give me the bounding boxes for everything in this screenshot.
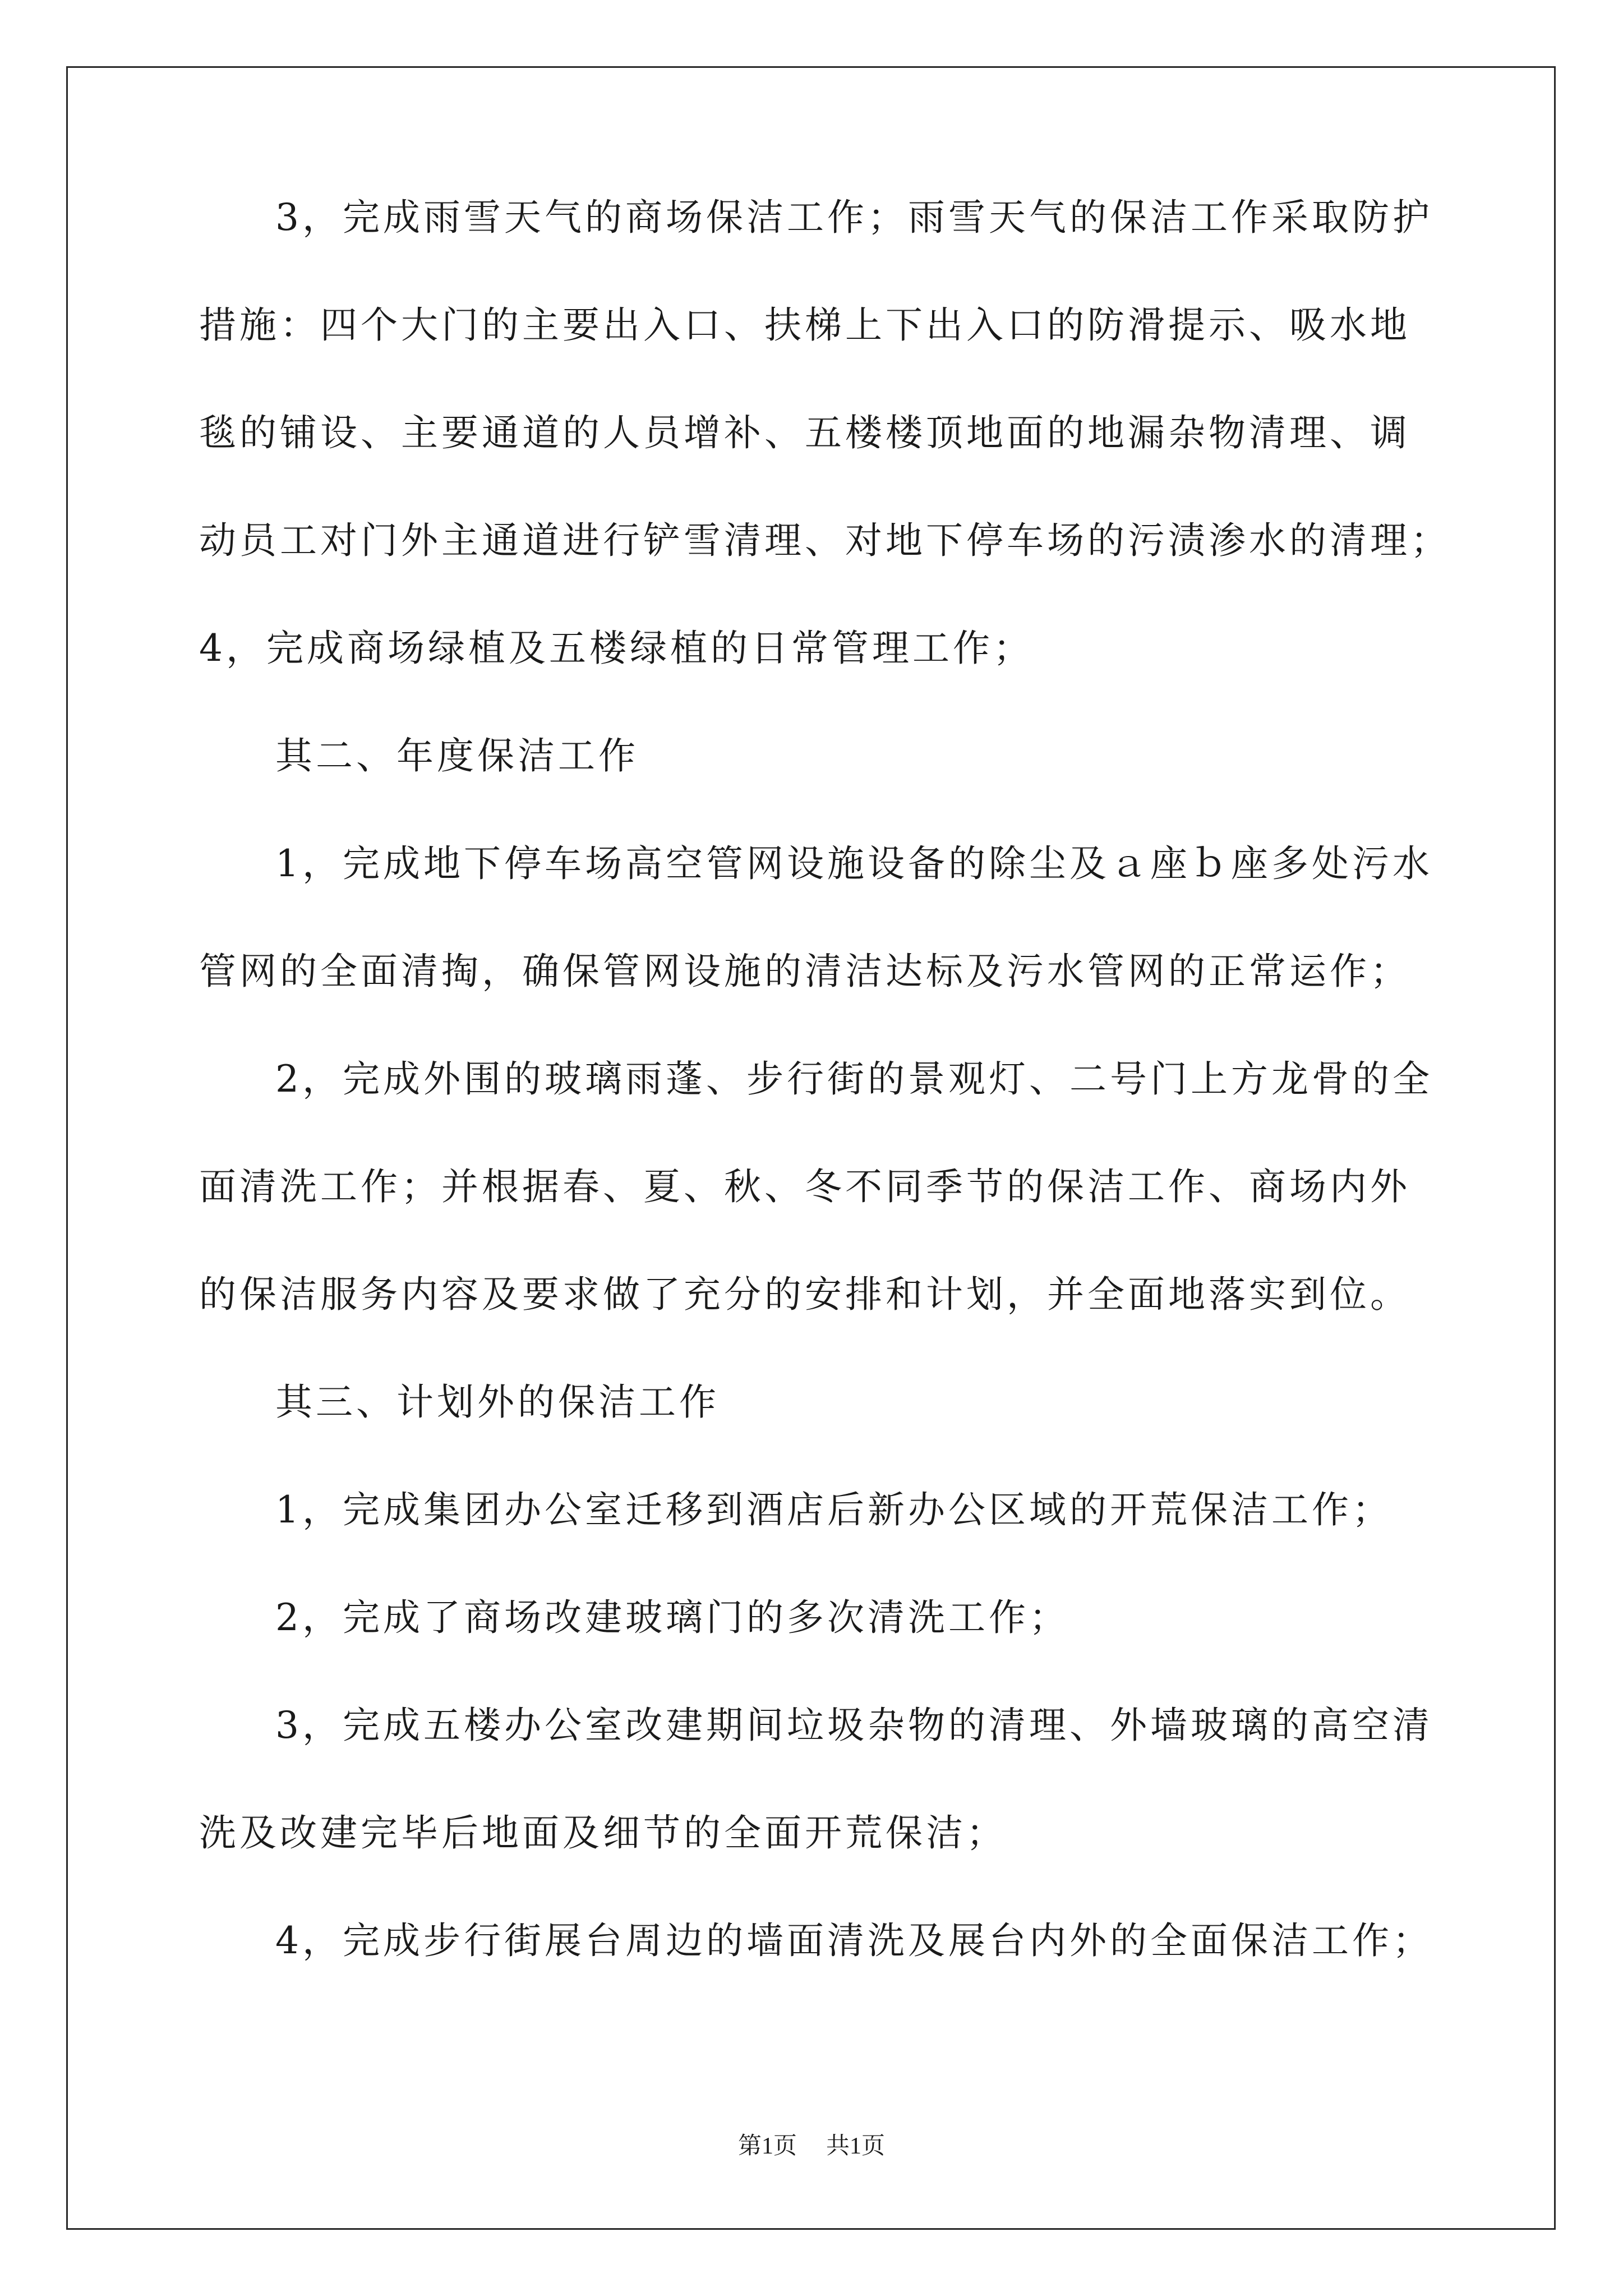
paragraph-line: 管网的全面清掏，确保管网设施的清洁达标及污水管网的正常运作；	[199, 950, 1410, 993]
paragraph-line: 4，完成商场绿植及五楼绿植的日常管理工作；	[199, 627, 1034, 670]
paragraph-line: 3，完成雨雪天气的商场保洁工作；雨雪天气的保洁工作采取防护	[275, 196, 1433, 239]
paragraph-line: 动员工对门外主通道进行铲雪清理、对地下停车场的污渍渗水的清理；	[199, 519, 1451, 562]
paragraph-line: 的保洁服务内容及要求做了充分的安排和计划，并全面地落实到位。	[199, 1273, 1410, 1316]
paragraph-line: 3，完成五楼办公室改建期间垃圾杂物的清理、外墙玻璃的高空清	[275, 1704, 1433, 1747]
page-total: 共1页	[826, 2133, 886, 2159]
page-number: 第1页	[737, 2133, 797, 2159]
section-heading: 其三、计划外的保洁工作	[275, 1381, 720, 1424]
document-body	[199, 196, 1451, 2030]
paragraph-line: 2，完成外围的玻璃雨蓬、步行街的景观灯、二号门上方龙骨的全	[275, 1057, 1433, 1101]
paragraph-line: 1，完成地下停车场高空管网设施设备的除尘及ａ座ｂ座多处污水	[275, 842, 1433, 885]
paragraph-line: 1，完成集团办公室迁移到酒店后新办公区域的开荒保洁工作；	[275, 1488, 1393, 1531]
paragraph-line: 2，完成了商场改建玻璃门的多次清洗工作；	[275, 1596, 1069, 1639]
paragraph-line: 面清洗工作；并根据春、夏、秋、冬不同季节的保洁工作、商场内外	[199, 1165, 1410, 1208]
paragraph-line: 洗及改建完毕后地面及细节的全面开荒保洁；	[199, 1811, 1007, 1855]
paragraph-line: 措施：四个大门的主要出入口、扶梯上下出入口的防滑提示、吸水地	[199, 303, 1410, 347]
page-footer	[0, 2134, 1623, 2158]
paragraph-line: 毯的铺设、主要通道的人员增补、五楼楼顶地面的地漏杂物清理、调	[199, 411, 1410, 454]
section-heading: 其二、年度保洁工作	[275, 734, 639, 777]
paragraph-line: 4，完成步行街展台周边的墙面清洗及展台内外的全面保洁工作；	[275, 1919, 1433, 1962]
